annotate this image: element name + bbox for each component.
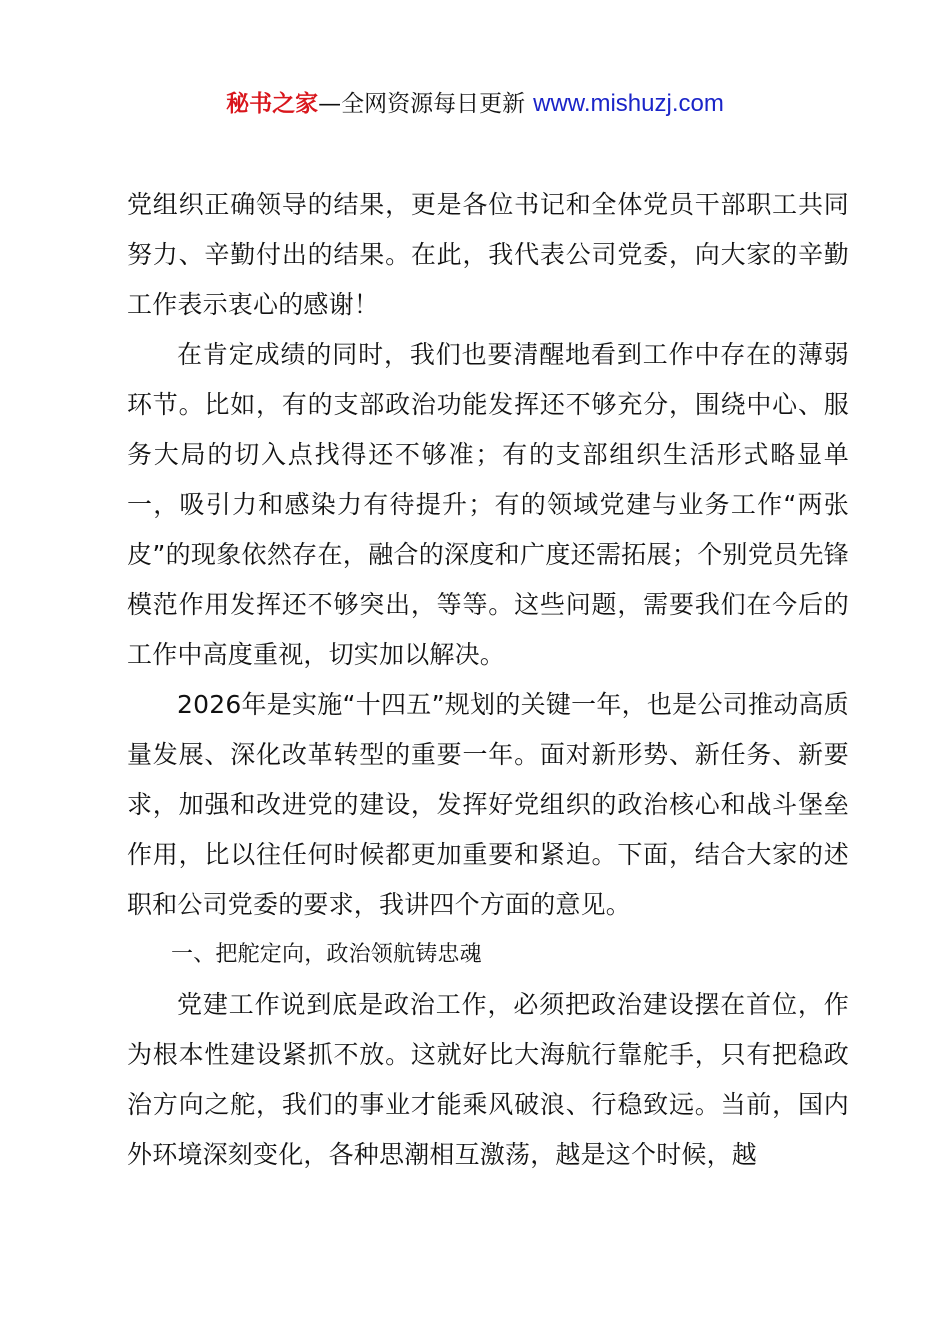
header-tagline: —全网资源每日更新: [318, 91, 526, 117]
paragraph: 2026年是实施“十四五”规划的关键一年，也是公司推动高质量发展、深化改革转型的重要一年。面对新形势、新任务、新要求，加强和改进党的建设，发挥好党组织的政治核心和战斗堡垒作用，比以往任何时候都更加重要和紧迫。下面，结合大家的述职和公司党委的要求，我讲四个方面的意见。: [127, 690, 849, 919]
site-url-link[interactable]: www.mishuzj.com: [533, 90, 724, 117]
section-heading: 一、把舵定向，政治领航铸忠魂: [171, 942, 482, 967]
paragraph: 党建工作说到底是政治工作，必须把政治建设摆在首位，作为根本性建设紧抓不放。这就好比大海航行靠舵手，只有把稳政治方向之舵，我们的事业才能乘风破浪、行稳致远。当前，国内外环境深刻变化，各种思潮相互激荡，越是这个时候，越: [127, 990, 849, 1169]
page-header: [0, 88, 950, 120]
document-body: [127, 180, 849, 1180]
paragraph-continued: 党组织正确领导的结果，更是各位书记和全体党员干部职工共同努力、辛勤付出的结果。在此，我代表公司党委，向大家的辛勤工作表示衷心的感谢！: [127, 190, 849, 319]
brand-name: 秘书之家: [226, 91, 319, 117]
paragraph: 在肯定成绩的同时，我们也要清醒地看到工作中存在的薄弱环节。比如，有的支部政治功能发挥还不够充分，围绕中心、服务大局的切入点找得还不够准；有的支部组织生活形式略显单一，吸引力和感染力有待提升；有的领域党建与业务工作“两张皮”的现象依然存在，融合的深度和广度还需拓展；个别党员先锋模范作用发挥还不够突出，等等。这些问题，需要我们在今后的工作中高度重视，切实加以解决。: [127, 340, 849, 669]
